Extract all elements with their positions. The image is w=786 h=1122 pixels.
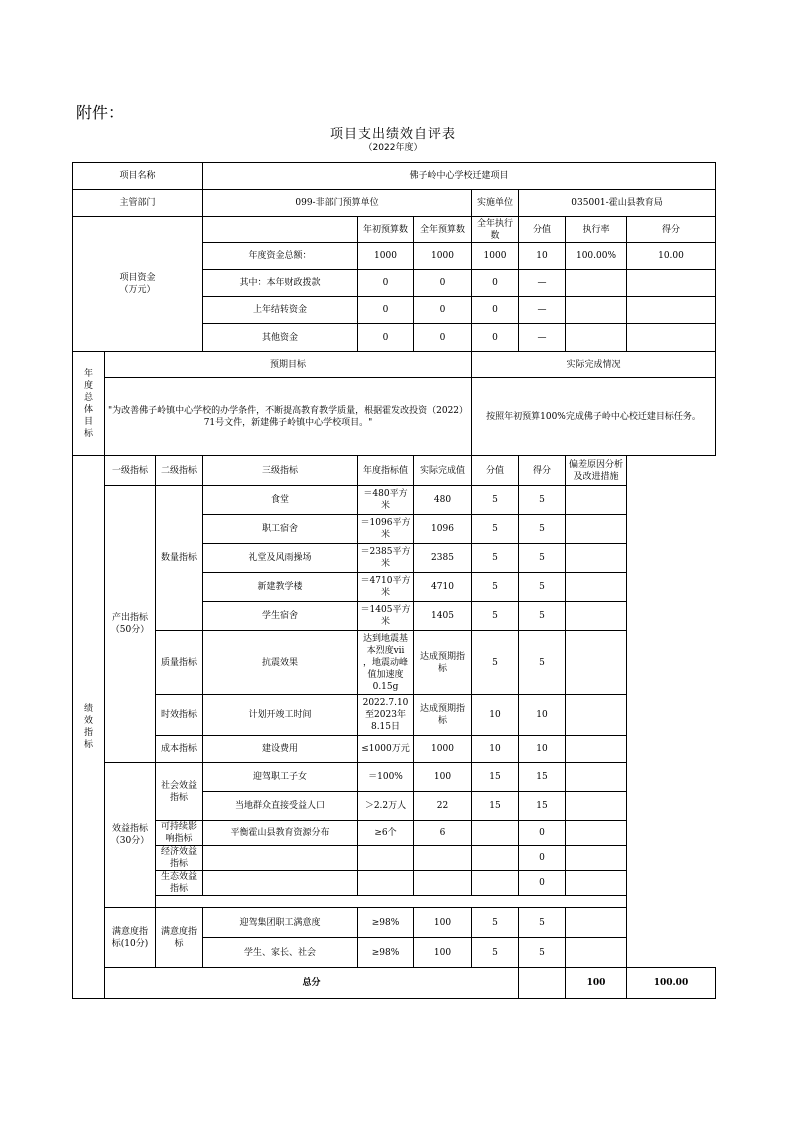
indicator-weight: 15 (472, 763, 519, 792)
funds-cell: 0 (472, 297, 519, 324)
funds-cell (566, 324, 627, 352)
funds-cell (627, 324, 716, 352)
funds-header: 分值 (519, 217, 566, 243)
perf-header: 二级指标 (156, 456, 203, 486)
deviation-note (566, 515, 627, 544)
funds-row-label: 其他资金 (203, 324, 358, 352)
perf-header: 三级指标 (203, 456, 358, 486)
indicator-actual: 100 (414, 763, 472, 792)
deviation-note (566, 871, 627, 896)
funds-header-blank (203, 217, 358, 243)
indicator-name (203, 871, 358, 896)
funds-row-label: 上年结转资金 (203, 297, 358, 324)
year-label: （2022年度） (363, 143, 423, 153)
indicator-score: 5 (519, 908, 566, 938)
funds-row-label: 年度资金总额： (203, 243, 358, 270)
indicator-target: ＝100% (358, 763, 414, 792)
dept-label: 主管部门 (73, 190, 203, 217)
indicator-weight: 5 (472, 515, 519, 544)
funds-cell: 0 (358, 297, 414, 324)
deviation-note (566, 573, 627, 602)
perf-header: 分值 (472, 456, 519, 486)
deviation-note (566, 938, 627, 968)
indicator-score: 5 (519, 544, 566, 573)
indicator-score: 5 (519, 631, 566, 695)
indicator-target: ＝1096平方 米 (358, 515, 414, 544)
indicator-name: 计划开竣工时间 (203, 695, 358, 736)
indicator-weight: 10 (472, 695, 519, 736)
indicator-weight: 5 (472, 573, 519, 602)
indicator-actual: 6 (414, 821, 472, 846)
indicator-name: 职工宿舍 (203, 515, 358, 544)
deviation-note (566, 908, 627, 938)
indicator-weight: 5 (472, 631, 519, 695)
indicator-name: 抗震效果 (203, 631, 358, 695)
deviation-note (566, 763, 627, 792)
indicator-actual (414, 871, 472, 896)
indicator-actual: 4710 (414, 573, 472, 602)
funds-label: 项目资金 （万元） (73, 217, 203, 352)
indicator-target: ＝1405平方 米 (358, 602, 414, 631)
self-evaluation-table (72, 162, 716, 999)
indicator-target: 2022.7.10 至2023年 8.15日 (358, 695, 414, 736)
spacer-row (156, 896, 627, 908)
impl-unit-label: 实施单位 (472, 190, 519, 217)
indicator-actual (414, 846, 472, 871)
benefit-indicator-label: 效益指标 （30分） (105, 763, 156, 908)
indicator-score: 5 (519, 573, 566, 602)
indicator-score: 0 (519, 821, 566, 846)
indicator-weight (472, 846, 519, 871)
funds-cell: 1000 (358, 243, 414, 270)
indicator-target (358, 846, 414, 871)
deviation-note (566, 792, 627, 821)
perf-header: 得分 (519, 456, 566, 486)
deviation-note (566, 631, 627, 695)
indicator-actual: 2385 (414, 544, 472, 573)
indicator-weight (472, 871, 519, 896)
indicator-actual: 100 (414, 938, 472, 968)
page-title: 项目支出绩效自评表 (329, 127, 456, 142)
indicator-score: 15 (519, 763, 566, 792)
sustainability-label: 可持续影 响指标 (156, 821, 203, 846)
indicator-weight: 5 (472, 544, 519, 573)
deviation-note (566, 544, 627, 573)
indicator-score: 5 (519, 515, 566, 544)
indicator-name: 平衡霍山县教育资源分布 (203, 821, 358, 846)
indicator-actual: 1000 (414, 736, 472, 763)
satisfaction-l1-label: 满意度指 标(10分) (105, 908, 156, 968)
economic-benefit-label: 经济效益 指标 (156, 846, 203, 871)
total-weight: 100 (566, 968, 627, 999)
indicator-target: ＝2385平方 米 (358, 544, 414, 573)
impl-unit-value: 035001-霍山县教育局 (519, 190, 716, 217)
indicator-actual: 480 (414, 486, 472, 515)
perf-header: 年度指标值 (358, 456, 414, 486)
funds-header: 执行率 (566, 217, 627, 243)
indicator-name: 学生宿舍 (203, 602, 358, 631)
deviation-note (566, 695, 627, 736)
funds-header: 得分 (627, 217, 716, 243)
indicator-target: ＞2.2万人 (358, 792, 414, 821)
indicator-name: 学生、家长、社会 (203, 938, 358, 968)
indicator-name: 迎驾职工子女 (203, 763, 358, 792)
indicator-score: 15 (519, 792, 566, 821)
indicator-actual: 22 (414, 792, 472, 821)
indicator-target: ≥98% (358, 908, 414, 938)
indicator-weight: 5 (472, 486, 519, 515)
indicator-target (358, 871, 414, 896)
ecological-benefit-label: 生态效益 指标 (156, 871, 203, 896)
dept-value: 099-非部门预算单位 (203, 190, 472, 217)
indicator-score: 10 (519, 695, 566, 736)
indicator-target: ≤1000万元 (358, 736, 414, 763)
indicator-score: 5 (519, 938, 566, 968)
funds-cell: 10 (519, 243, 566, 270)
funds-cell (627, 297, 716, 324)
indicator-target: ≥6个 (358, 821, 414, 846)
actual-status-header: 实际完成情况 (472, 352, 716, 378)
indicator-score: 0 (519, 846, 566, 871)
funds-cell: 1000 (414, 243, 472, 270)
indicator-target: ＝4710平方 米 (358, 573, 414, 602)
indicator-actual: 达成预期指 标 (414, 631, 472, 695)
indicator-name: 当地群众直接受益人口 (203, 792, 358, 821)
indicator-weight (472, 821, 519, 846)
funds-cell: 100.00% (566, 243, 627, 270)
cost-indicator-label: 成本指标 (156, 736, 203, 763)
output-indicator-label: 产出指标 （50分） (105, 486, 156, 763)
funds-cell: 1000 (472, 243, 519, 270)
deviation-note (566, 602, 627, 631)
funds-cell: 0 (358, 324, 414, 352)
actual-status-text: 按照年初预算100%完成佛子岭中心校迁建目标任务。 (472, 378, 716, 456)
indicator-target: 达到地震基 本烈度vii ，地震动峰 值加速度 0.15g (358, 631, 414, 695)
total-label: 总分 (105, 968, 519, 999)
indicator-name: 礼堂及风雨操场 (203, 544, 358, 573)
indicator-actual: 1405 (414, 602, 472, 631)
perf-header: 偏差原因分析及改进措施 (566, 456, 627, 486)
indicator-score: 5 (519, 486, 566, 515)
satisfaction-l2-label: 满意度指 标 (156, 908, 203, 968)
deviation-note (566, 486, 627, 515)
attachment-label: 附件： (76, 103, 125, 122)
funds-cell: 10.00 (627, 243, 716, 270)
indicator-name (203, 846, 358, 871)
funds-cell: 0 (414, 297, 472, 324)
perf-header: 实际完成值 (414, 456, 472, 486)
indicator-score: 5 (519, 602, 566, 631)
indicator-actual: 100 (414, 908, 472, 938)
funds-cell: 0 (414, 324, 472, 352)
funds-cell: 0 (472, 324, 519, 352)
indicator-weight: 5 (472, 938, 519, 968)
indicator-weight: 15 (472, 792, 519, 821)
total-actual (519, 968, 566, 999)
indicator-actual: 1096 (414, 515, 472, 544)
funds-cell: — (519, 297, 566, 324)
time-indicator-label: 时效指标 (156, 695, 203, 736)
indicator-weight: 10 (472, 736, 519, 763)
total-score: 100.00 (627, 968, 716, 999)
deviation-note (566, 736, 627, 763)
perf-header: 一级指标 (105, 456, 156, 486)
funds-header: 年初预算数 (358, 217, 414, 243)
funds-cell: — (519, 324, 566, 352)
project-name-value: 佛子岭中心学校迁建项目 (203, 163, 716, 190)
indicator-score: 10 (519, 736, 566, 763)
indicator-actual: 达成预期指 标 (414, 695, 472, 736)
indicator-name: 建设费用 (203, 736, 358, 763)
funds-cell: 0 (472, 270, 519, 297)
indicator-name: 食堂 (203, 486, 358, 515)
social-benefit-label: 社会效益 指标 (156, 763, 203, 821)
indicator-weight: 5 (472, 908, 519, 938)
indicator-weight: 5 (472, 602, 519, 631)
annual-goal-label: 年 度 总 体 目 标 (73, 352, 105, 456)
funds-cell: — (519, 270, 566, 297)
project-name-label: 项目名称 (73, 163, 203, 190)
indicator-target: ≥98% (358, 938, 414, 968)
indicator-name: 新建教学楼 (203, 573, 358, 602)
expected-goal-text: "为改善佛子岭镇中心学校的办学条件，不断提高教育教学质量，根据霍发改投资（2022）71号文件，新建佛子岭镇中心学校项目。" (105, 378, 472, 456)
funds-header: 全年执行数 (472, 217, 519, 243)
funds-cell (566, 270, 627, 297)
deviation-note (566, 846, 627, 871)
funds-cell (566, 297, 627, 324)
indicator-target: ＝480平方 米 (358, 486, 414, 515)
funds-cell: 0 (358, 270, 414, 297)
funds-cell (627, 270, 716, 297)
expected-goal-header: 预期目标 (105, 352, 472, 378)
indicator-score: 0 (519, 871, 566, 896)
funds-row-label: 其中：本年财政拨款 (203, 270, 358, 297)
funds-cell: 0 (414, 270, 472, 297)
quantity-indicator-label: 数量指标 (156, 486, 203, 631)
performance-label: 绩 效 指 标 (73, 456, 105, 999)
indicator-name: 迎驾集团职工满意度 (203, 908, 358, 938)
funds-header: 全年预算数 (414, 217, 472, 243)
deviation-note (566, 821, 627, 846)
quality-indicator-label: 质量指标 (156, 631, 203, 695)
